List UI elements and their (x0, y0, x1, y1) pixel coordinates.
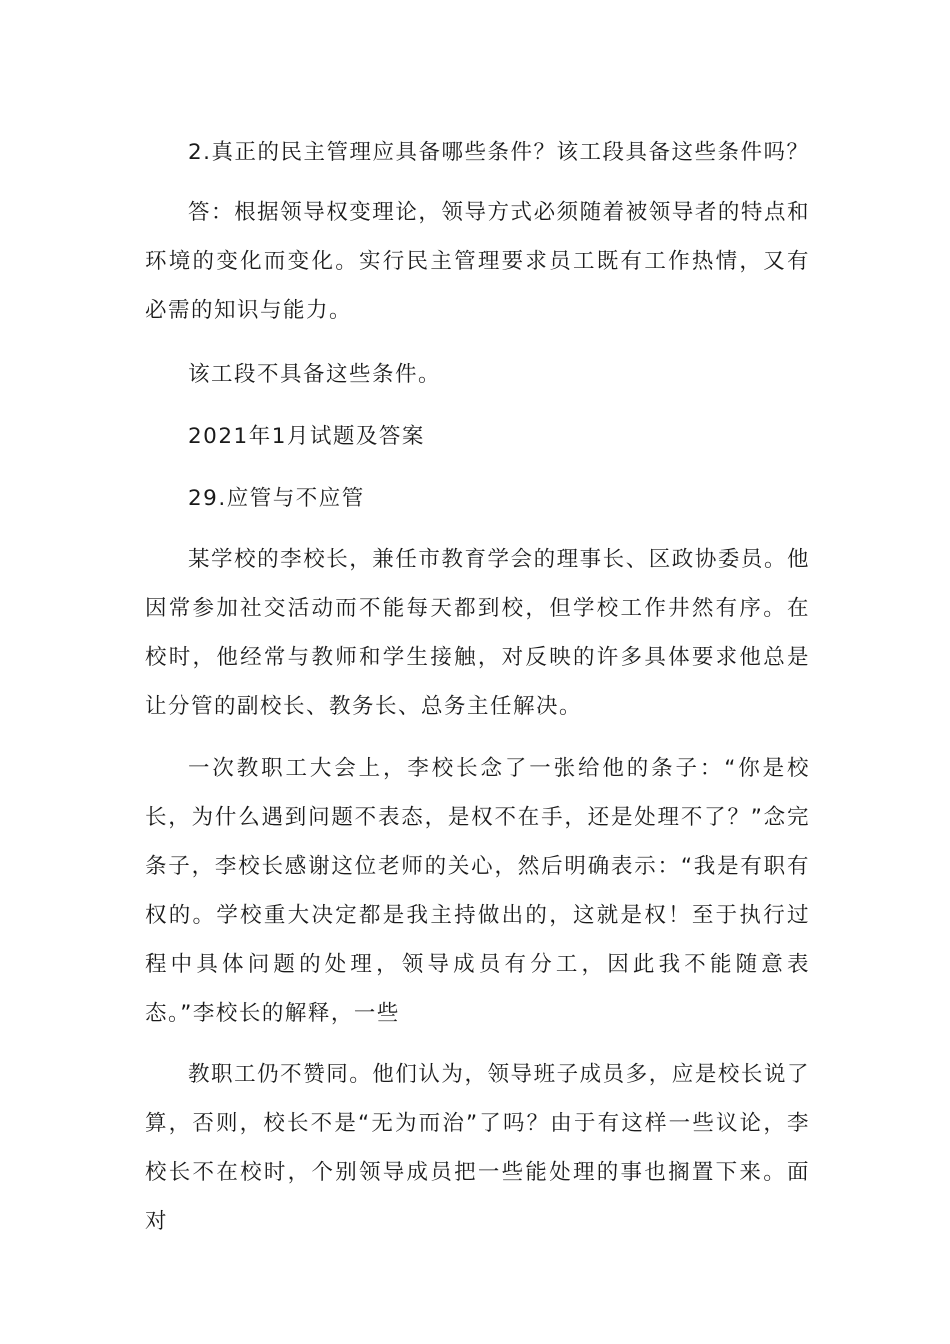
exam-section-title: 2021年1月试题及答案 (188, 424, 425, 449)
case-paragraph-3: 教职工仍不赞同。他们认为，领导班子成员多，应是校长说了算，否则，校长不是“无为而治”了吗？由于有这样一些议论，李校长不在校时，个别领导成员把一些能处理的事也搁置下来。面对 (145, 1062, 810, 1234)
case-paragraph-1: 某学校的李校长，兼任市教育学会的理事长、区政协委员。他因常参加社交活动而不能每天都到校，但学校工作井然有序。在校时，他经常与教师和学生接触，对反映的许多具体要求他总是让分管的副校长、教务长、总务主任解决。 (145, 547, 810, 719)
case-paragraph-2: 一次教职工大会上，李校长念了一张给他的条子：“你是校长，为什么遇到问题不表态，是权不在手，还是处理不了？”念完条子，李校长感谢这位老师的关心，然后明确表示：“我是有职有权的。学校重大决定都是我主持做出的，这就是权！至于执行过程中具体问题的处理，领导成员有分工，因此我不能随意表态。”李校长的解释，一些 (145, 756, 810, 1026)
answer-conclusion: 该工段不具备这些条件。 (188, 362, 442, 387)
question-heading: 2.真正的民主管理应具备哪些条件？该工段具备这些条件吗？ (188, 140, 810, 165)
case-title: 29.应管与不应管 (188, 486, 365, 511)
answer-paragraph: 答：根据领导权变理论，领导方式必须随着被领导者的特点和环境的变化而变化。实行民主管理要求员工既有工作热情，又有必需的知识与能力。 (145, 200, 810, 323)
